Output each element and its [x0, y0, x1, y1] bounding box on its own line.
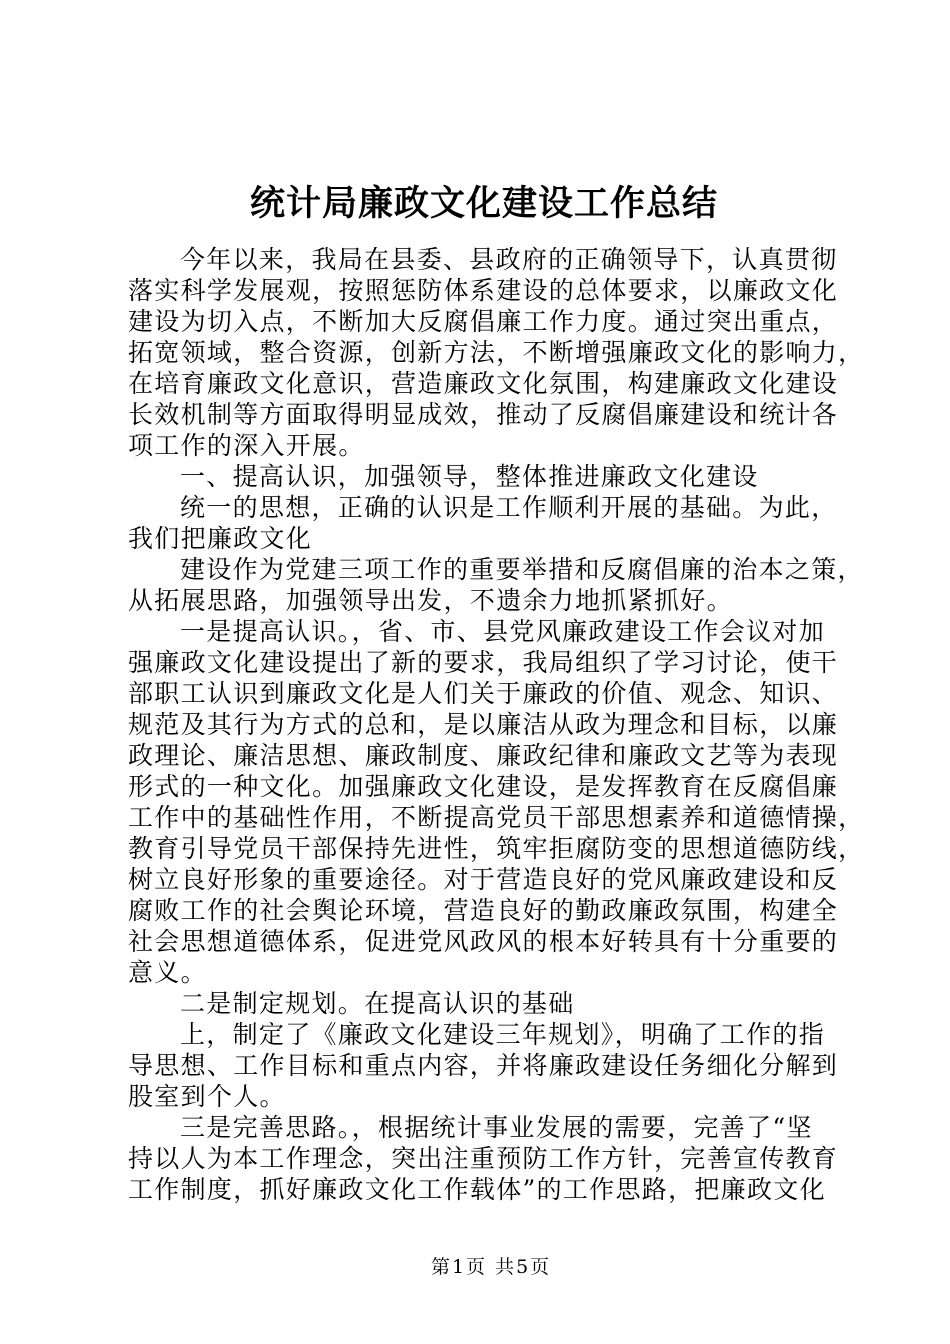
text-line: 社会思想道德体系，促进党风政风的根本好转具有十分重要的 [128, 927, 839, 956]
text-line: 我们把廉政文化 [128, 524, 313, 553]
text-line: 今年以来，我局在县委、县政府的正确领导下，认真贯彻 [180, 245, 838, 274]
text-line: 持以人为本工作理念，突出注重预防工作方针，完善宣传教育 [128, 1144, 839, 1173]
document-title: 统计局廉政文化建设工作总结 [249, 183, 718, 224]
text-line: 三是完善思路。，根据统计事业发展的需要，完善了“坚 [180, 1113, 813, 1142]
section-heading-line: 一、提高认识，加强领导，整体推进廉政文化建设 [180, 462, 759, 491]
text-line: 二是制定规划。在提高认识的基础 [180, 989, 575, 1018]
text-line: 一是提高认识。，省、市、县党风廉政建设工作会议对加 [180, 617, 826, 646]
document-content [128, 180, 865, 1205]
text-line: 教育引导党员干部保持先进性，筑牢拒腐防变的思想道德防线， [128, 834, 865, 863]
text-line: 导思想、工作目标和重点内容，并将廉政建设任务细化分解到 [128, 1051, 839, 1080]
text-line: 意义。 [128, 958, 207, 987]
text-line: 工作中的基础性作用，不断提高党员干部思想素养和道德情操， [128, 803, 865, 832]
text-line: 工作制度，抓好廉政文化工作载体”的工作思路，把廉政文化 [128, 1175, 826, 1204]
text-line: 树立良好形象的重要途径。对于营造良好的党风廉政建设和反 [128, 865, 839, 894]
page-footer [0, 1230, 950, 1301]
text-line: 从拓展思路，加强领导出发，不遗余力地抓紧抓好。 [128, 586, 733, 615]
text-line: 长效机制等方面取得明显成效，推动了反腐倡廉建设和统计各 [128, 400, 839, 429]
text-line: 政理论、廉洁思想、廉政制度、廉政纪律和廉政文艺等为表现 [128, 741, 839, 770]
text-line: 强廉政文化建设提出了新的要求，我局组织了学习讨论，使干 [128, 648, 839, 677]
text-line: 拓宽领域，整合资源，创新方法，不断增强廉政文化的影响力， [128, 338, 865, 367]
text-line: 形式的一种文化。加强廉政文化建设，是发挥教育在反腐倡廉 [128, 772, 839, 801]
text-line: 腐败工作的社会舆论环境，营造良好的勤政廉政氛围，构建全 [128, 896, 839, 925]
text-line: 部职工认识到廉政文化是人们关于廉政的价值、观念、知识、 [128, 679, 839, 708]
text-line: 项工作的深入开展。 [128, 431, 365, 460]
document-body [128, 244, 865, 1205]
text-line: 股室到个人。 [128, 1082, 286, 1111]
page-number-label: 第1页 共5页 [430, 1256, 552, 1278]
text-line: 规范及其行为方式的总和，是以廉洁从政为理念和目标，以廉 [128, 710, 839, 739]
text-line: 统一的思想，正确的认识是工作顺利开展的基础。为此， [180, 493, 838, 522]
text-line: 落实科学发展观，按照惩防体系建设的总体要求，以廉政文化 [128, 276, 839, 305]
text-line: 建设作为党建三项工作的重要举措和反腐倡廉的治本之策， [180, 555, 864, 584]
text-line: 在培育廉政文化意识，营造廉政文化氛围，构建廉政文化建设 [128, 369, 839, 398]
text-line: 上，制定了《廉政文化建设三年规划》，明确了工作的指 [180, 1020, 826, 1049]
text-line: 建设为切入点，不断加大反腐倡廉工作力度。通过突出重点， [128, 307, 839, 336]
